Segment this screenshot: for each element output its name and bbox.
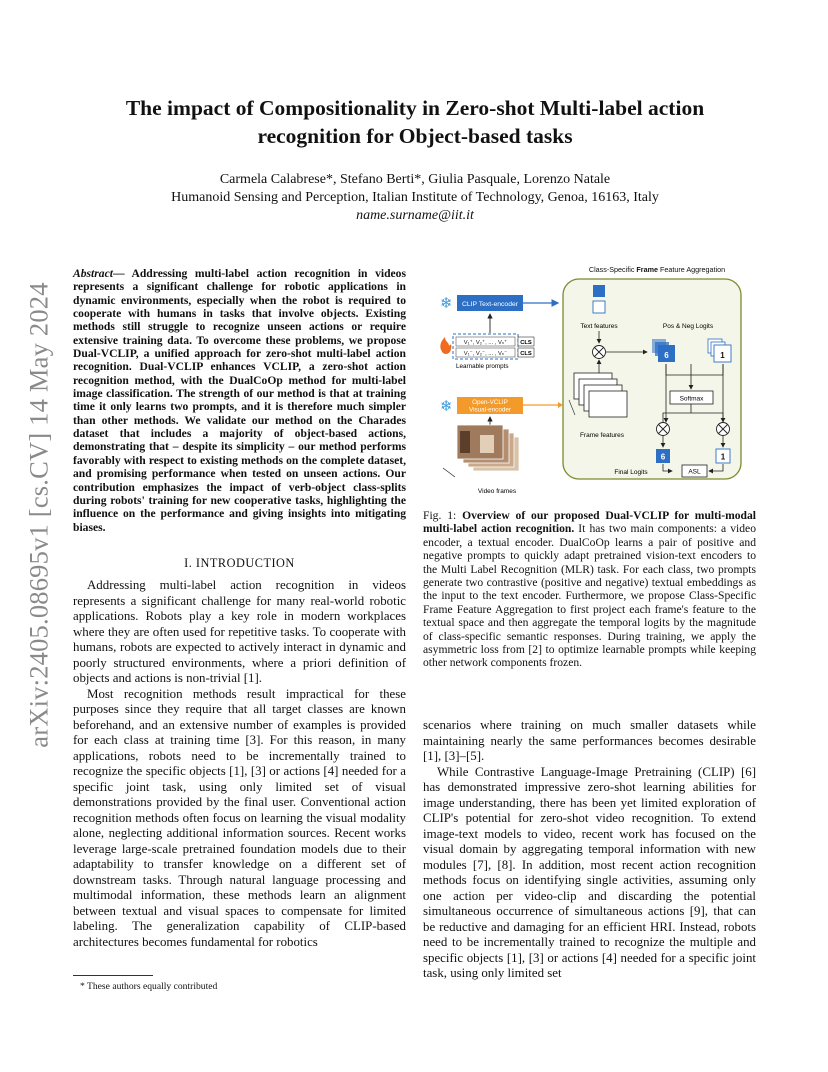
video-frames-stack <box>443 425 519 477</box>
right-paragraph-2: While Contrastive Language-Image Pretraining (CLIP) [6] has demonstrated impressive zero-shot learning abilities for image understanding, there has been yet limited exploration of CLIP's potential for zero-shot video recognition. To extend image-text models to video, recent work has focused on the visual domain by aggregating temporal information with new modules [7], [8]. In addition, most recent action recognition methods focus on identifying single activities, assuming only one action per video-clip and discarding the potential simultaneous occurrence of simultaneous actions [9], that can be reductive and damaging for an efficient HRI. Instead, robots need to be incrementally trained to recognize the multiple and specific objects [1], [3] or actions [4] needed for a specific joint task, using only limited set <box>423 764 756 980</box>
fig-aggregation-title: Class-Specific Frame Feature Aggregation <box>588 265 726 274</box>
intro-paragraph-2: Most recognition methods result impractical for these purposes since they require that all target classes are known beforehand, and an extensive number of examples is provided for each class at training time [3]. For this reason, in many applications, robots need to be incrementally trained to recognize the specific objects [1], [3] or actions [4] needed for a specific joint task, using only limited set of visual demonstrations provided by the final user. Conventional action recognition methods often focus on learning the visual modality alone, neglecting additional information sources. Recent works leverage large-scale pretrained foundation models due to their adaptability to transfer knowledge on a different set of downstream tasks. Through natural language processing and multimodal information, these methods learn an alignment between textual and visual spaces to compensate for limited labeling. The generalization capability of CLIP-based architectures becomes fundamental for robotics <box>73 686 406 949</box>
arrowhead <box>558 402 563 408</box>
visual-encoder-label-2: Visual-encoder <box>469 406 511 414</box>
footnote-rule <box>73 975 153 976</box>
architecture-diagram <box>430 263 752 499</box>
frozen-icon: ❄ <box>440 295 453 312</box>
cls-token-label: CLS <box>520 351 532 357</box>
intro-paragraph-1: Addressing multi-label action recognition in videos represents a significant challenge for many real-world robotic applications. Robots play a key role in modern workplaces where they are often used for repetitive tasks. To cooperate with humans, robots are expected to actively interact in dynamic and poorly structured environments, where a priori definition of objects and actions is non-trivial [1]. <box>73 578 406 685</box>
neg-logit-count: 1 <box>720 351 725 360</box>
pos-logit-count: 6 <box>664 351 669 360</box>
figure-1 <box>430 263 752 499</box>
caption-title: Overview of our proposed Dual-VCLIP for multi-modal multi-label action recognition. <box>423 509 756 536</box>
email: name.surname@iit.it <box>356 208 474 223</box>
trainable-flame-icon <box>440 337 451 354</box>
positive-prompt-label: V₁⁺, V₂⁺, ... , Vₙ⁺ <box>463 340 508 346</box>
author-list: Carmela Calabrese*, Stefano Berti*, Giulia Pasquale, Lorenzo Natale <box>219 172 611 187</box>
right-paragraph-1: scenarios where training on much smaller datasets while maintaining nearly the same performances becomes desirable [1], [3]–[5]. <box>423 718 756 763</box>
text-feature-neg <box>593 301 605 313</box>
abstract-label: Abstract <box>73 267 113 280</box>
footnote: * These authors equally contributed <box>80 981 218 992</box>
text-feature-pos <box>593 285 605 297</box>
asl-label: ASL <box>688 468 701 476</box>
section-heading: I. INTRODUCTION <box>184 556 295 570</box>
right-column-text <box>423 718 756 982</box>
abstract <box>73 267 406 534</box>
frozen-icon: ❄ <box>440 398 453 415</box>
text-features-label: Text features <box>580 323 618 330</box>
arxiv-watermark: arXiv:2405.08695v1 [cs.CV] 14 May 2024 <box>23 282 54 748</box>
final-logit-pos-label: 6 <box>660 452 666 462</box>
abstract-text: — Addressing multi-label action recognition in videos represents a significant challenge for robotic applications in dynamic environments, especially when the robot is required to cooperate with humans in tasks that involve objects. Existing methods still struggle to recognize unseen actions or require extensive training data. To overcome these problems, we propose Dual-VCLIP, a unified approach for zero-shot multi-label action recognition. Dual-VCLIP enhances VCLIP, a zero-shot action recognition method, with the DualCoOp method for multi-label image classification. The strength of our method is that at training time it only learns two prompts, and it is therefore much simpler than other methods. We validate our method on the Charades dataset that includes a majority of object-based actions, demonstrating that – despite its simplicity – our method performs favorably with respect to existing methods on the complete dataset, and promising performance when tested on unseen actions. Our contribution emphasizes the impact of verb-object class-splits during robots' training for new cooperative tasks, highlighting the influence on the performance and giving insights into mitigating biases. <box>73 267 406 534</box>
caption-text: It has two main components: a video encoder, a textual encoder. DualCoOp learns a pair of positive and negative prompts to quickly adapt pretrained vision-text encoders to the Multi Label Recognition (MLR) task. For each class, two prompts generate two contrastive (positive and negative) textual embeddings as the input to the text encoder. Furthermore, we propose Class-Specific Frame Feature Aggregation to first project each frame's feature to the textual space and then aggregate the temporal logits by the magnitude of class-specific semantic responses. During training, we apply the asymmetric loss from [2] to optimize learnable prompts while keeping other network components frozen. <box>423 522 756 670</box>
author-block <box>80 171 750 225</box>
learnable-prompts-label: Learnable prompts <box>456 363 509 370</box>
figure-caption <box>423 509 756 670</box>
negative-prompt-label: V₁⁻, V₂⁻, ... , Vₙ⁻ <box>463 351 508 357</box>
caption-label: Fig. 1: <box>423 509 463 522</box>
affiliation: Humanoid Sensing and Perception, Italian Institute of Technology, Genoa, 16163, Italy <box>171 190 659 205</box>
paper-title: The impact of Compositionality in Zero-shot Multi-label action recognition for Object-based tasks <box>125 96 705 148</box>
introduction <box>73 578 406 950</box>
final-logit-neg-label: 1 <box>720 452 726 462</box>
cls-token-label: CLS <box>520 340 532 346</box>
pos-neg-logits-label: Pos & Neg Logits <box>662 323 714 330</box>
video-frames-label: Video frames <box>477 488 517 495</box>
text-encoder-label: CLIP Text-encoder <box>461 301 519 308</box>
frame-features-label: Frame features <box>579 432 625 439</box>
softmax-label: Softmax <box>679 395 704 403</box>
visual-encoder-label-1: Open-VCLIP <box>472 399 508 406</box>
final-logits-label: Final Logits <box>614 469 648 476</box>
